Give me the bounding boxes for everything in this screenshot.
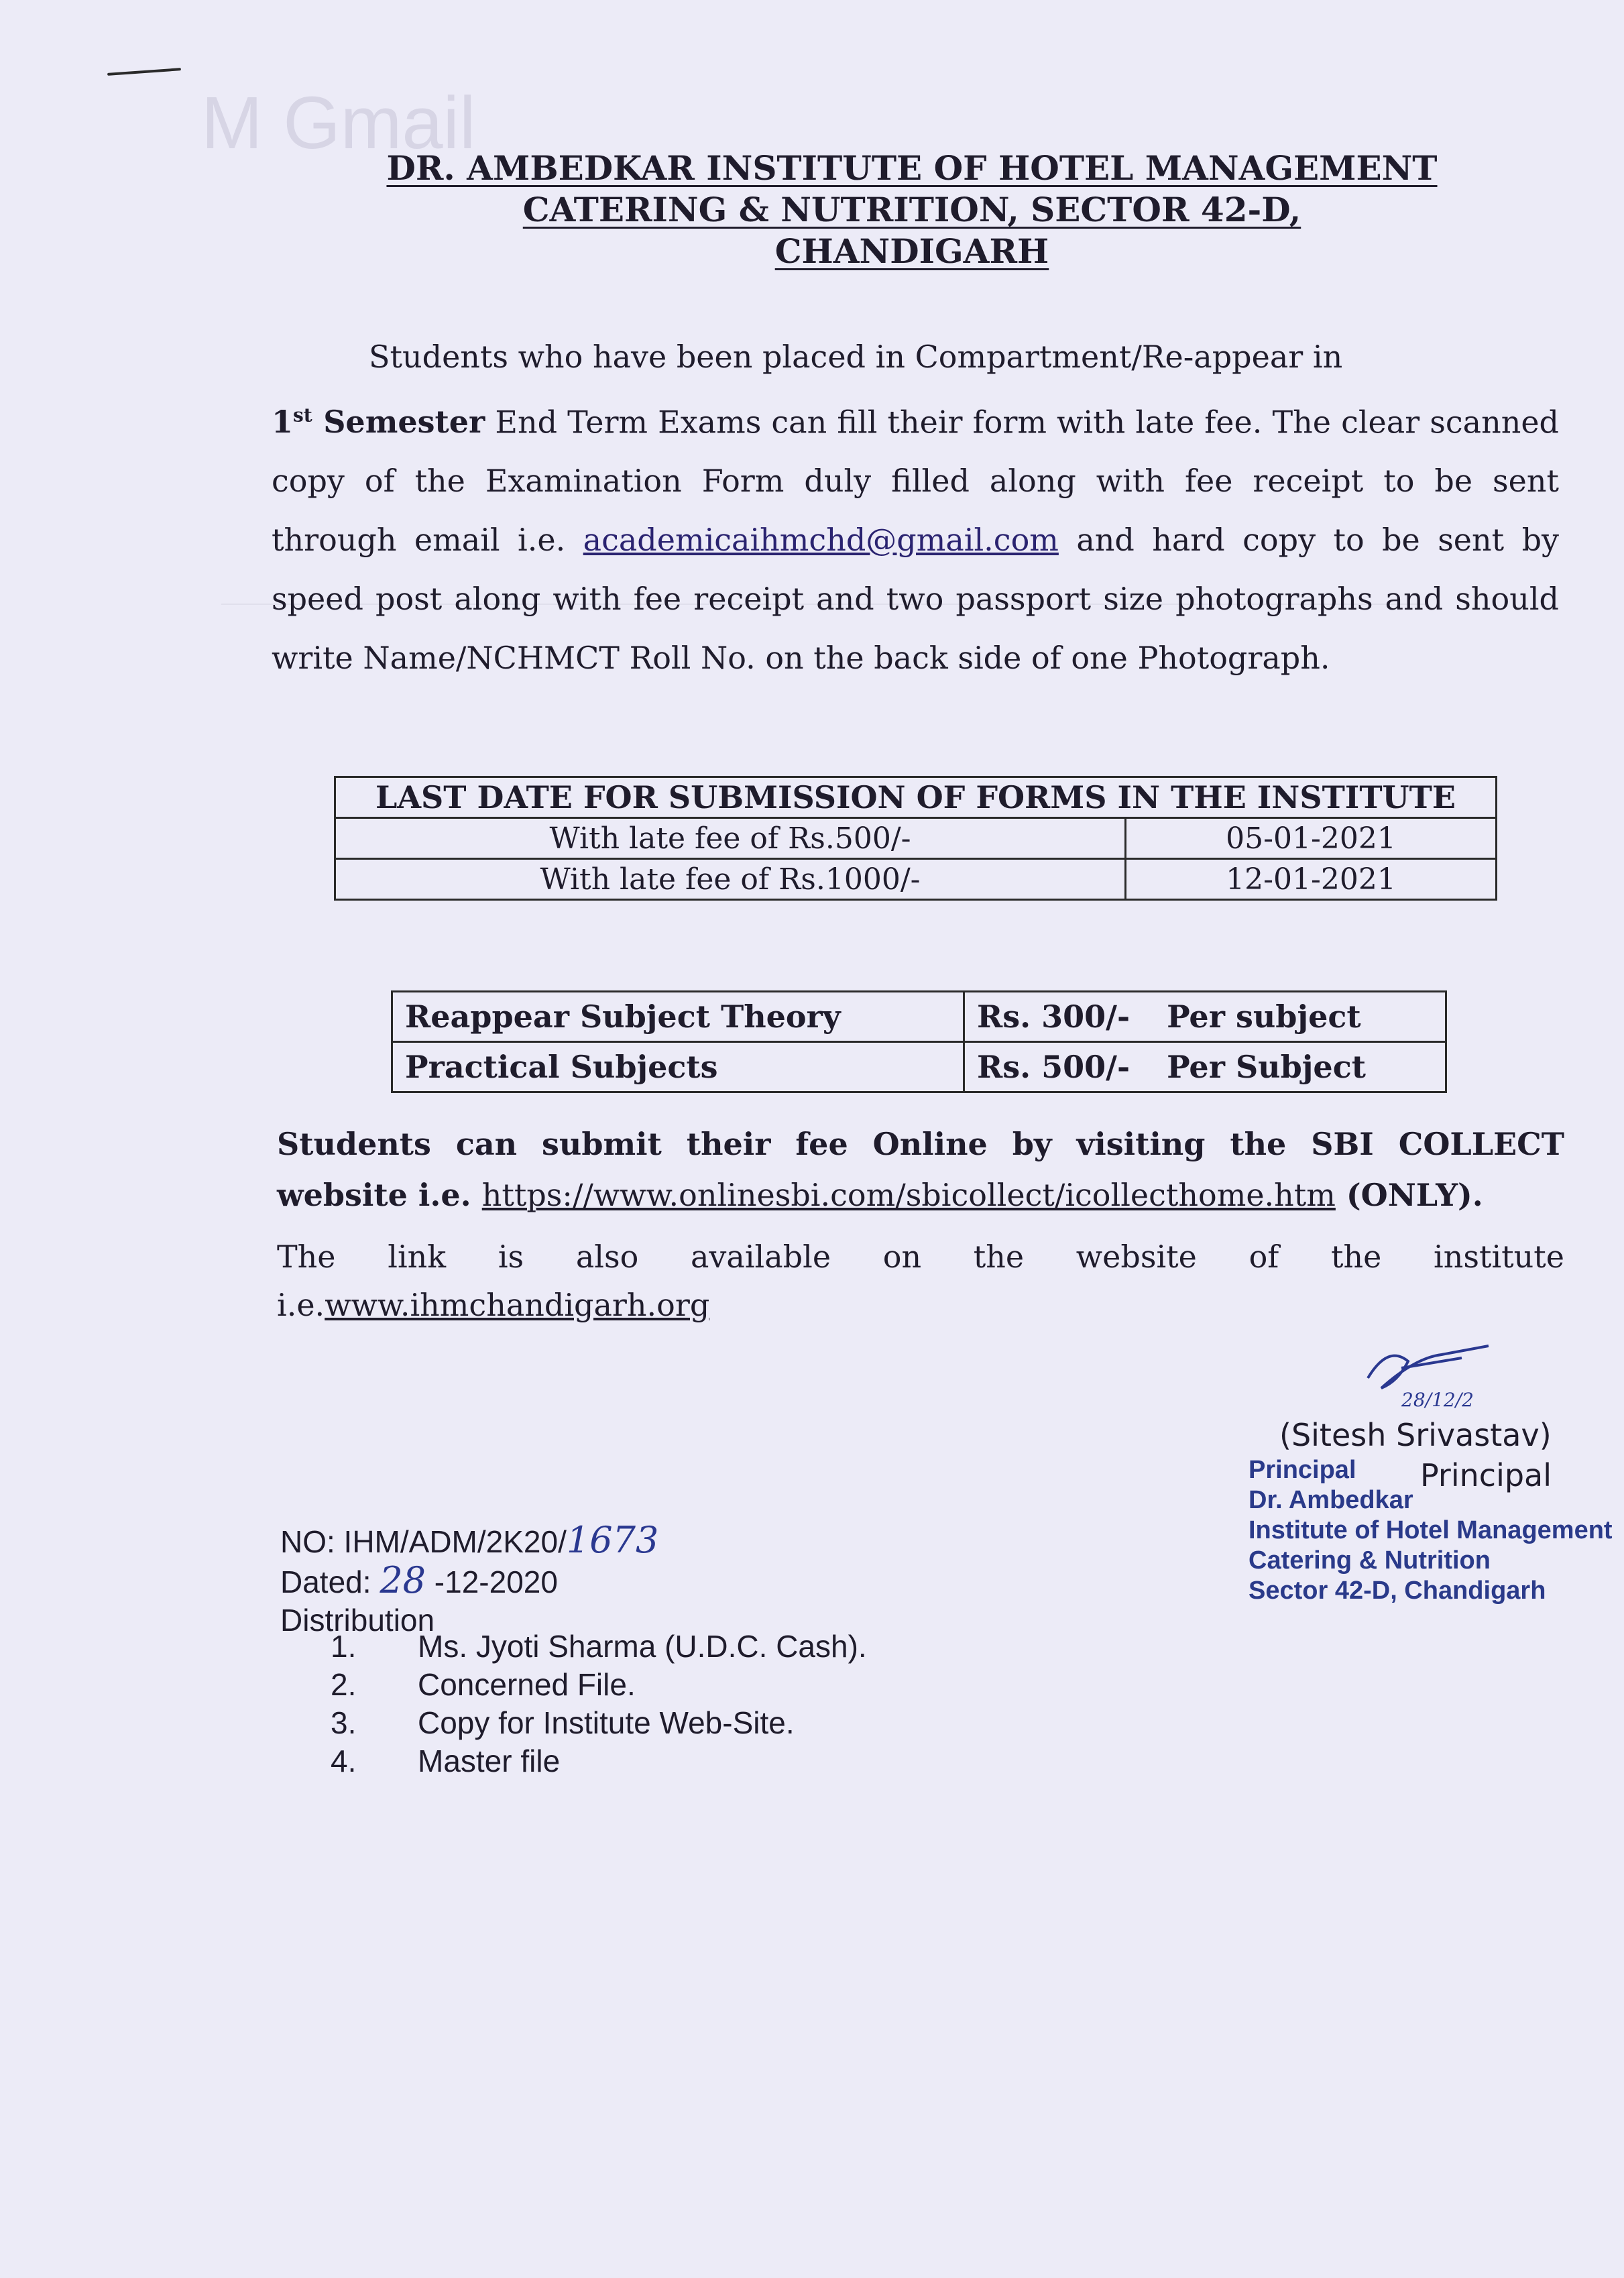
online-payment-notice	[277, 1119, 1564, 1220]
list-item-number: 4.	[331, 1744, 357, 1778]
notice-body	[272, 327, 1559, 687]
fee-unit: Per Subject	[1167, 1049, 1366, 1085]
signatory-name: (Sitesh Srivastav)	[1279, 1417, 1552, 1453]
notice-text-a: End Term Exams can fill their form with late fee. The clear scanned copy of the Examination Form duly filled along with fee receipt to be sent through email i.e.	[272, 404, 1559, 559]
table-row	[392, 992, 1446, 1042]
list-item-text: Concerned File.	[418, 1667, 636, 1702]
date-suffix: -12-2020	[426, 1564, 558, 1599]
stamp-line: Institute of Hotel Management	[1249, 1516, 1613, 1544]
signatory-title: Principal	[1420, 1457, 1552, 1493]
list-item	[331, 1704, 867, 1742]
fee-subject: Practical Subjects	[392, 1042, 964, 1092]
semester-word: Semester	[323, 404, 485, 441]
list-item-number: 3.	[331, 1705, 357, 1740]
reference-number	[280, 1521, 658, 1561]
late-fee-label: With late fee of Rs.1000/-	[335, 859, 1126, 900]
notice-text-b: and hard copy to be sent by speed post along with fee receipt and two passport size photographs and should write Name/NCHMCT Roll No. on the back side of one Photograph.	[272, 522, 1560, 677]
fee-table	[391, 990, 1447, 1093]
fee-unit: Per subject	[1167, 999, 1361, 1035]
list-item	[331, 1628, 867, 1666]
distribution-heading: Distribution	[280, 1603, 435, 1638]
bleed-through-email-logo: M Gmail	[201, 82, 476, 164]
list-item	[331, 1742, 867, 1780]
stamp-line: Catering & Nutrition	[1249, 1546, 1491, 1575]
late-fee-date: 05-01-2021	[1126, 818, 1497, 859]
stamp-line: Principal	[1249, 1456, 1356, 1484]
list-item-text: Master file	[418, 1744, 561, 1778]
reference-number-prefix: NO: IHM/ADM/2K20/	[280, 1524, 567, 1559]
online-text: Students can submit their fee Online by visiting the SBI COLLECT website i.e.	[277, 1126, 1564, 1213]
reference-date	[280, 1561, 658, 1601]
fee-subject: Reappear Subject Theory	[392, 992, 964, 1042]
online-suffix: (ONLY).	[1335, 1177, 1483, 1213]
header-line-2: CATERING & NUTRITION, SECTOR 42-D, CHANDIGARH	[522, 190, 1301, 271]
list-item	[331, 1666, 867, 1704]
stamp-line: Sector 42-D, Chandigarh	[1249, 1577, 1546, 1605]
semester-number: 1	[272, 404, 294, 441]
late-fee-date: 12-01-2021	[1126, 859, 1497, 900]
distribution-list	[331, 1628, 867, 1780]
late-fee-label: With late fee of Rs.500/-	[335, 818, 1126, 859]
date-prefix: Dated:	[280, 1564, 380, 1599]
email-address[interactable]: academicaihmchd@gmail.com	[583, 522, 1059, 559]
list-item-number: 2.	[331, 1667, 357, 1702]
header-line-1: DR. AMBEDKAR INSTITUTE OF HOTEL MANAGEMENT	[386, 148, 1438, 188]
list-item-number: 1.	[331, 1629, 357, 1664]
table-row	[335, 859, 1497, 900]
sbi-collect-link[interactable]: https://www.onlinesbi.com/sbicollect/icollecthome.htm	[481, 1177, 1336, 1213]
date-handwritten: 28	[380, 1559, 426, 1601]
website-text: The link is also available on the website of the institute i.e.	[277, 1239, 1564, 1323]
semester-suffix: st	[293, 404, 312, 426]
list-item-text: Copy for Institute Web-Site.	[418, 1705, 795, 1740]
table-row	[335, 818, 1497, 859]
last-date-table	[334, 776, 1497, 901]
fee-amount: Rs. 500/-	[977, 1049, 1130, 1085]
official-stamp	[1249, 1455, 1613, 1606]
fee-amount: Rs. 300/-	[977, 999, 1130, 1035]
list-item-text: Ms. Jyoti Sharma (U.D.C. Cash).	[418, 1629, 867, 1664]
reference-block	[280, 1521, 658, 1640]
reference-number-handwritten: 1673	[566, 1519, 659, 1561]
stamp-line: Dr. Ambedkar	[1249, 1486, 1413, 1514]
signature-date: 28/12/2	[1401, 1389, 1474, 1411]
fee-amount-cell	[964, 1042, 1446, 1092]
institute-website-link[interactable]: www.ihmchandigarh.org	[325, 1287, 710, 1323]
table-row	[392, 1042, 1446, 1092]
stray-pen-mark	[107, 68, 181, 76]
fee-amount-cell	[964, 992, 1446, 1042]
website-notice	[277, 1233, 1564, 1329]
notice-intro: Students who have been placed in Compartment/Re-appear in	[369, 339, 1343, 375]
institute-header	[382, 148, 1442, 272]
handwritten-signature	[1361, 1331, 1495, 1412]
last-date-heading: LAST DATE FOR SUBMISSION OF FORMS IN THE INSTITUTE	[335, 777, 1497, 818]
